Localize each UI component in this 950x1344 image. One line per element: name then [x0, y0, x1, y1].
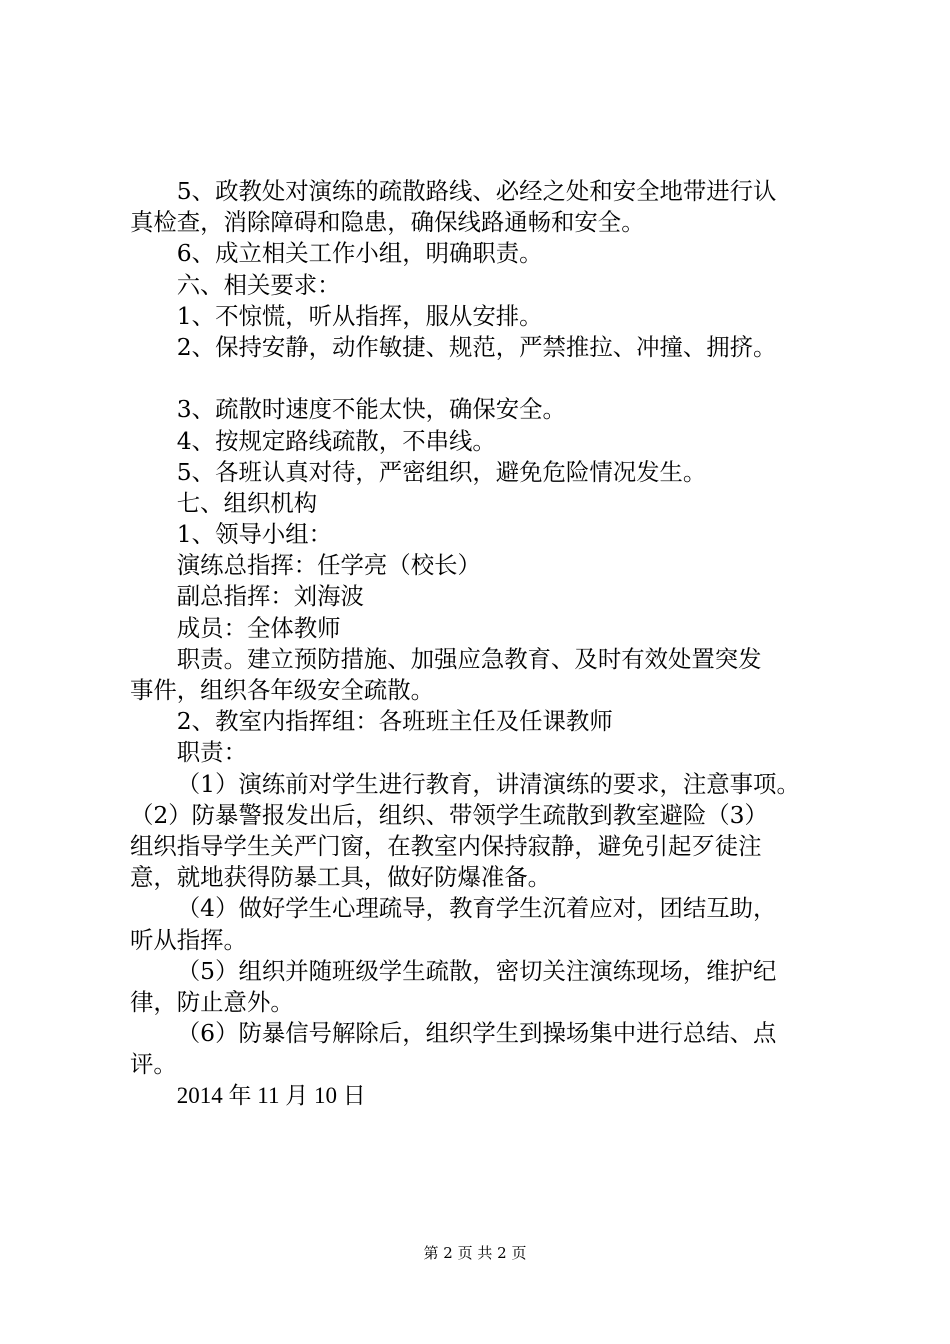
- paragraph-line: 职责。建立预防措施、加强应急教育、及时有效处置突发: [176, 644, 762, 673]
- paragraph-line: （5）组织并随班级学生疏散，密切关注演练现场，维护纪: [176, 956, 777, 985]
- paragraph-line: 1、领导小组：: [176, 520, 333, 549]
- paragraph-line: 意，就地获得防暴工具，做好防爆准备。: [130, 863, 552, 892]
- document-body: [130, 176, 832, 1112]
- document-date: 2014 年 11 月 10 日: [176, 1083, 366, 1109]
- paragraph-line: 听从指挥。: [130, 925, 247, 954]
- section-heading: 七、组织机构: [176, 488, 318, 517]
- section-heading: 六、相关要求：: [176, 270, 341, 299]
- paragraph-line: （1）演练前对学生进行教育，讲清演练的要求，注意事项。: [176, 769, 800, 798]
- paragraph-line: 3、疏散时速度不能太快，确保安全。: [176, 395, 566, 424]
- paragraph-line: 律，防止意外。: [130, 987, 294, 1016]
- paragraph-line: 4、按规定路线疏散，不串线。: [176, 426, 496, 455]
- paragraph-line: 职责：: [176, 738, 247, 767]
- page-footer: 第 2 页 共 2 页: [423, 1244, 527, 1262]
- paragraph-line: 2、教室内指挥组：各班班主任及任课教师: [176, 707, 613, 736]
- blank-line: [130, 363, 832, 394]
- paragraph-line: 真检查，消除障碍和隐患，确保线路通畅和安全。: [130, 208, 645, 237]
- paragraph-line: 6、成立相关工作小组，明确职责。: [176, 239, 543, 268]
- paragraph-line: 副总指挥：刘海波: [176, 582, 364, 611]
- paragraph-line: （6）防暴信号解除后，组织学生到操场集中进行总结、点: [176, 1019, 777, 1048]
- paragraph-line: 2、保持安静，动作敏捷、规范，严禁推拉、冲撞、拥挤。: [176, 332, 777, 361]
- paragraph-line: 5、政教处对演练的疏散路线、必经之处和安全地带进行认: [176, 177, 777, 205]
- paragraph-line: （4）做好学生心理疏导，教育学生沉着应对，团结互助，: [176, 894, 777, 923]
- paragraph-line: 1、不惊慌，听从指挥，服从安排。: [176, 301, 543, 330]
- paragraph-line: 组织指导学生关严门窗，在教室内保持寂静，避免引起歹徒注: [130, 831, 762, 860]
- paragraph-line: （2）防暴警报发出后，组织、带领学生疏散到教室避险（3）: [130, 800, 768, 829]
- paragraph-line: 成员：全体教师: [176, 613, 341, 642]
- paragraph-line: 事件，组织各年级安全疏散。: [130, 676, 435, 704]
- paragraph-line: 5、各班认真对待，严密组织，避免危险情况发生。: [176, 457, 707, 486]
- paragraph-line: 评。: [130, 1050, 177, 1079]
- paragraph-line: 演练总指挥：任学亮（校长）: [176, 551, 481, 580]
